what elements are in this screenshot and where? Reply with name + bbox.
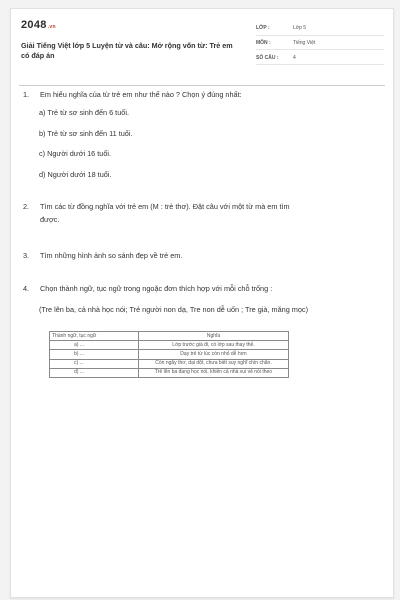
question-text-line-2: được. bbox=[40, 215, 60, 224]
option-a: a) Trẻ từ sơ sinh đến 6 tuổi. bbox=[39, 108, 129, 117]
question-text: Chọn thành ngữ, tục ngữ trong ngoặc đơn thích hợp với mỗi chỗ trống : bbox=[40, 284, 273, 293]
meta-value: Lớp 5 bbox=[293, 25, 307, 31]
document-header bbox=[19, 15, 385, 79]
site-logo[interactable] bbox=[21, 19, 56, 31]
table-row bbox=[50, 368, 289, 377]
meaning-cell: Lớp trước già đi, có lớp sau thay thế. bbox=[139, 341, 289, 350]
column-header-meaning: Nghĩa bbox=[139, 332, 289, 341]
table-row bbox=[50, 359, 289, 368]
option-b: b) Trẻ từ sơ sinh đến 11 tuổi. bbox=[39, 129, 133, 138]
question-1 bbox=[23, 88, 373, 101]
question-2 bbox=[23, 200, 373, 226]
meta-key: MÔN : bbox=[256, 39, 271, 46]
idiom-cell: c) ... bbox=[50, 359, 139, 368]
meta-key: SỐ CÂU : bbox=[256, 54, 279, 61]
question-text: Em hiểu nghĩa của từ trẻ em như thế nào ? Chọn ý đúng nhất: bbox=[40, 90, 242, 99]
table-header-row bbox=[50, 332, 289, 341]
logo-text: 2048 bbox=[21, 19, 47, 31]
meta-row-question-count bbox=[256, 54, 384, 66]
meta-value: 4 bbox=[293, 54, 296, 61]
question-number: 2. bbox=[23, 202, 30, 211]
meta-value: Tiếng Việt bbox=[293, 39, 316, 46]
meta-key: LỚP : bbox=[256, 25, 270, 31]
table-row bbox=[50, 341, 289, 350]
option-c: c) Người dưới 16 tuổi. bbox=[39, 149, 112, 158]
meta-row-subject bbox=[256, 39, 384, 51]
meta-row-grade bbox=[256, 24, 384, 36]
meaning-cell: Trẻ lên ba đang học nói, khiến cả nhà vui vẻ nói theo bbox=[139, 368, 289, 377]
question-4 bbox=[23, 282, 373, 295]
idiom-cell: b) ... bbox=[50, 350, 139, 359]
table-row bbox=[50, 350, 289, 359]
question-text: Tìm những hình ảnh so sánh đẹp về trẻ em. bbox=[40, 251, 183, 260]
option-d: d) Người dưới 18 tuổi. bbox=[39, 170, 112, 179]
idiom-cell: d) ... bbox=[50, 368, 139, 377]
logo-tld: .vn bbox=[47, 24, 56, 30]
question-number: 3. bbox=[23, 251, 30, 260]
document-sheet bbox=[10, 8, 394, 598]
idiom-cell: a) ... bbox=[50, 341, 139, 350]
document-meta bbox=[256, 24, 384, 68]
question-text-line-1: Tìm các từ đồng nghĩa với trẻ em (M : trẻ thơ). Đặt câu với một từ mà em tìm bbox=[40, 202, 290, 211]
document-title: Giải Tiếng Việt lớp 5 Luyện từ và câu: Mở rộng vốn từ: Trẻ em có đáp án bbox=[21, 41, 233, 60]
idiom-choices: (Tre lên ba, cả nhà học nói; Trẻ người non dạ, Tre non dễ uốn ; Tre già, măng mọc) bbox=[39, 305, 308, 314]
column-header-idiom: Thành ngữ, tục ngữ bbox=[50, 332, 139, 341]
question-3 bbox=[23, 249, 373, 262]
question-number: 4. bbox=[23, 284, 30, 293]
meaning-cell: Dạy trẻ từ lúc còn nhỏ dễ hơn bbox=[139, 350, 289, 359]
question-number: 1. bbox=[23, 90, 30, 99]
header-divider bbox=[19, 85, 385, 86]
idiom-table bbox=[49, 331, 289, 378]
meaning-cell: Còn ngây thơ, dại dột, chưa biết suy nghĩ chín chắn. bbox=[139, 359, 289, 368]
